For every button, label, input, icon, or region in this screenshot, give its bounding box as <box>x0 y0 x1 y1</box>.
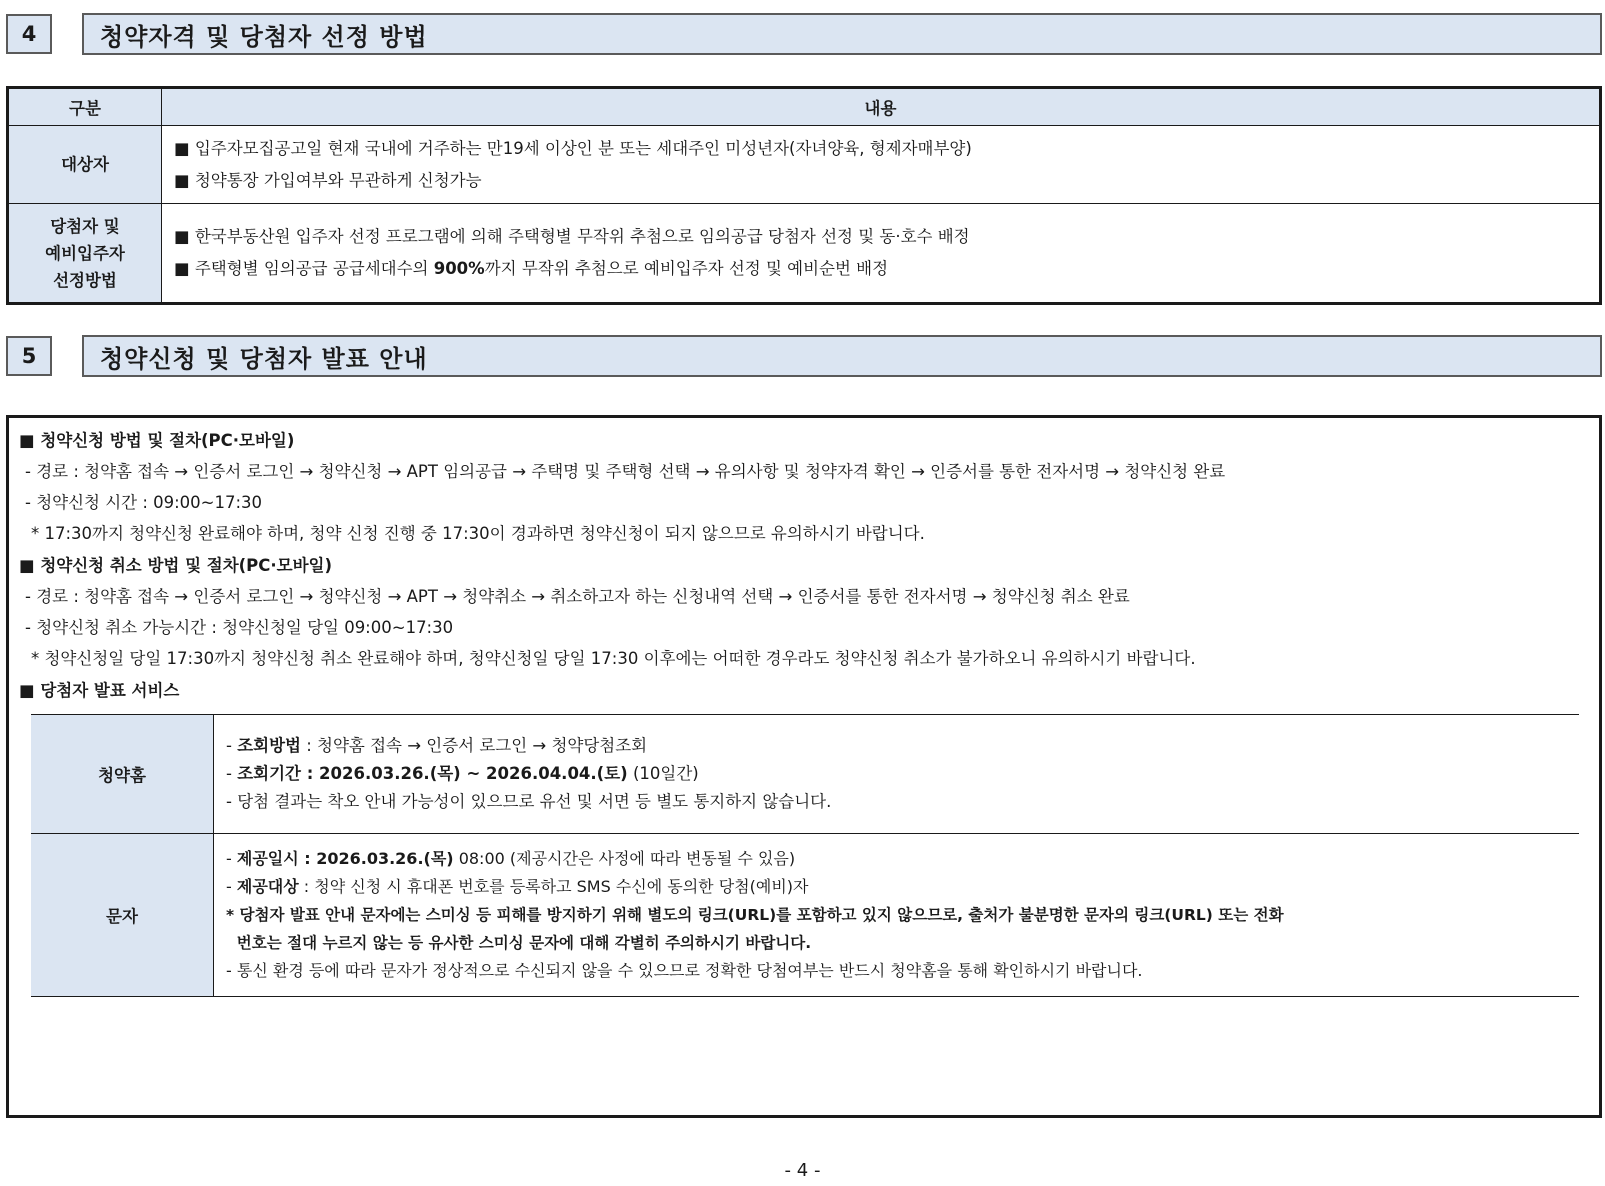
text-segment: - <box>226 849 237 868</box>
row-label-sms: 문자 <box>31 834 214 997</box>
heading-winner-service: ■ 당첨자 발표 서비스 <box>19 681 180 700</box>
text-line: - 청약신청 취소 가능시간 : 청약신청일 당일 09:00~17:30 <box>25 618 454 637</box>
text-segment: ■ 주택형별 임의공급 공급세대수의 <box>174 259 434 278</box>
label-line: 예비입주자 <box>45 243 125 263</box>
text-segment: 08:00 (제공시간은 사정에 따라 변동될 수 있음) <box>453 849 796 868</box>
heading-apply-method: ■ 청약신청 방법 및 절차(PC·모바일) <box>19 431 295 450</box>
list-item <box>226 845 1567 873</box>
row-label-target: 대상자 <box>8 126 162 204</box>
section-4-title: 청약자격 및 당첨자 선정 방법 <box>82 13 1602 55</box>
text-segment: : 청약홈 접속 → 인증서 로그인 → 청약당첨조회 <box>300 736 648 755</box>
label-line: 당첨자 및 <box>50 216 120 236</box>
highlight-percent: 900% <box>433 259 485 278</box>
list-item: ■ 입주자모집공고일 현재 국내에 거주하는 만19세 이상인 분 또는 세대주인 미성년자(자녀양육, 형제자매부양) <box>174 138 972 158</box>
list-item: - 당첨 결과는 착오 안내 가능성이 있으므로 유선 및 서면 등 별도 통지하지 않습니다. <box>226 792 832 811</box>
text-bold: 조회방법 <box>237 736 301 755</box>
winner-service-table <box>31 714 1579 997</box>
table-row <box>31 834 1579 997</box>
smishing-warning: * 당첨자 발표 안내 문자에는 스미싱 등 피해를 방지하기 위해 별도의 링크(URL)를 포함하고 있지 않으므로, 출처가 불분명한 문자의 링크(URL) 또는 전화 <box>226 906 1284 924</box>
row-content-home <box>214 715 1580 834</box>
header-content: 내용 <box>162 88 1601 126</box>
header-category: 구분 <box>8 88 162 126</box>
eligibility-table <box>6 86 1602 305</box>
row-label-selection <box>8 204 162 304</box>
table-row <box>8 126 1601 204</box>
text-bold: 제공대상 <box>236 877 299 896</box>
row-content-selection <box>162 204 1601 304</box>
heading-cancel-method: ■ 청약신청 취소 방법 및 절차(PC·모바일) <box>19 556 333 575</box>
text-line: - 청약신청 시간 : 09:00~17:30 <box>25 493 263 512</box>
section-5-number: 5 <box>6 336 52 376</box>
text-line: - 경로 : 청약홈 접속 → 인증서 로그인 → 청약신청 → APT 임의공급 → 주택명 및 주택형 선택 → 유의사항 및 청약자격 확인 → 인증서를 통한 전자서명 → 청약신청 완료 <box>25 462 1226 481</box>
text-segment: (10일간) <box>627 764 699 783</box>
text-bold: 조회기간 : 2026.03.26.(목) ~ 2026.04.04.(토) <box>237 764 628 783</box>
text-segment: : 청약 신청 시 휴대폰 번호를 등록하고 SMS 수신에 동의한 당첨(예비)자 <box>298 877 809 896</box>
label-line: 선정방법 <box>53 270 117 290</box>
table-row <box>8 204 1601 304</box>
text-segment: - <box>226 764 238 783</box>
list-item: ■ 청약통장 가입여부와 무관하게 신청가능 <box>174 170 482 190</box>
table-row <box>31 715 1579 834</box>
text-line: * 청약신청일 당일 17:30까지 청약신청 취소 완료해야 하며, 청약신청일 당일 17:30 이후에는 어떠한 경우라도 청약신청 취소가 불가하오니 유의하시기 바랍니다. <box>31 649 1196 668</box>
text-segment: - <box>226 877 237 896</box>
list-item: - 통신 환경 등에 따라 문자가 정상적으로 수신되지 않을 수 있으므로 정확한 당첨여부는 반드시 청약홈을 통해 확인하시기 바랍니다. <box>226 961 1143 980</box>
page-number: - 4 - <box>784 1160 821 1181</box>
row-label-home: 청약홈 <box>31 715 214 834</box>
row-content-sms <box>214 834 1580 997</box>
section-4-number: 4 <box>6 14 52 54</box>
list-item <box>174 253 1587 285</box>
section-5-title: 청약신청 및 당첨자 발표 안내 <box>82 335 1602 377</box>
text-segment: 까지 무작위 추첨으로 예비입주자 선정 및 예비순번 배정 <box>484 259 889 278</box>
list-item <box>226 760 1567 788</box>
row-content-target <box>162 126 1601 204</box>
text-segment: - <box>226 736 238 755</box>
list-item <box>226 732 1567 760</box>
smishing-warning-cont: 번호는 절대 누르지 않는 등 유사한 스미싱 문자에 대해 각별히 주의하시기 바랍니다. <box>226 934 812 952</box>
table-header-row <box>8 88 1601 126</box>
list-item <box>226 873 1567 901</box>
list-item: ■ 한국부동산원 입주자 선정 프로그램에 의해 주택형별 무작위 추첨으로 임의공급 당첨자 선정 및 동·호수 배정 <box>174 227 970 246</box>
application-info-box <box>6 415 1602 1118</box>
text-line: * 17:30까지 청약신청 완료해야 하며, 청약 신청 진행 중 17:30이 경과하면 청약신청이 되지 않으므로 유의하시기 바랍니다. <box>31 524 925 543</box>
text-bold: 제공일시 : 2026.03.26.(목) <box>236 849 454 868</box>
text-line: - 경로 : 청약홈 접속 → 인증서 로그인 → 청약신청 → APT → 청약취소 → 취소하고자 하는 신청내역 선택 → 인증서를 통한 전자서명 → 청약신청 취소 완료 <box>25 587 1130 606</box>
